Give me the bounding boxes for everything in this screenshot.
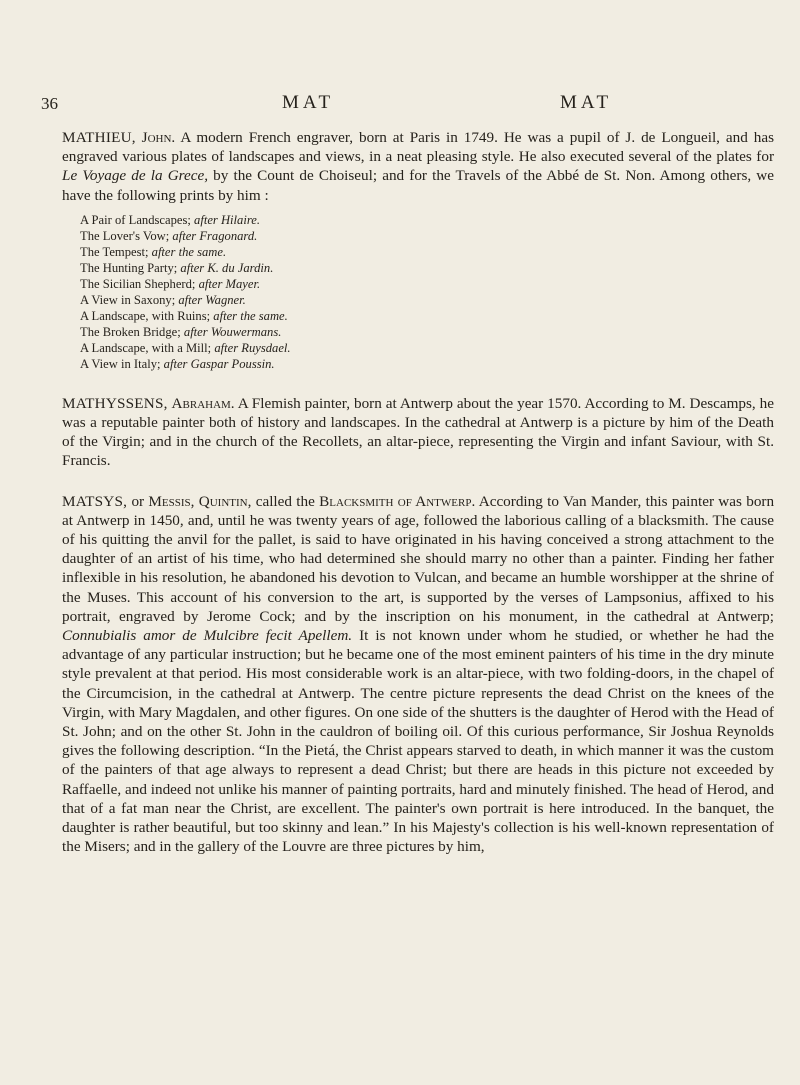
entry-surname: MATHYSSENS, [62, 394, 168, 412]
print-item [80, 308, 774, 324]
body-text [62, 128, 774, 856]
entry-text: According to Van Mander, this painter was born at Antwerp in 1450, and, until he was twenty years of age, followed the laborious calling of a blacksmith. The cause of his quitting the anvil for the pallet, is said to have originated in his having conceived a strong attachment to the daughter of an artist of his time, who had determined she should marry no other than a painter. Finding her father inflexible in his resolution, he abandoned his devotion to Vulcan, and became an humble worshipper at the shrine of the Muses. This account of his conversion to the art, is supported by the verses of Lampsonius, affixed to his portrait, engraved by Jerome Cock; and by the inscription on his monument, in the cathedral at Antwerp; [62, 492, 775, 625]
entry-text: A modern French engraver, born at Paris in 1749. He was a pupil of J. de Longueil, and has engraved various plates of landscapes and views, in a neat pleasing style. He also executed several of the plates for [62, 129, 774, 166]
entry-epithet: Blacksmith of Antwerp. [319, 492, 476, 510]
print-title: A Pair of Landscapes; [80, 212, 191, 227]
print-title: The Tempest; [80, 244, 149, 259]
entry-called: called the [255, 492, 315, 510]
print-item [80, 340, 774, 356]
page-number: 36 [41, 94, 58, 113]
print-after: after Ruysdael. [214, 340, 291, 355]
print-list [80, 212, 774, 372]
entry-surname: MATHIEU, [62, 129, 136, 146]
entry-forename: John. [141, 129, 176, 146]
print-item [80, 244, 774, 260]
print-after: after Gaspar Poussin. [163, 356, 275, 371]
running-header [0, 94, 800, 116]
print-item [80, 228, 774, 244]
print-title: The Hunting Party; [80, 260, 178, 275]
print-title: The Broken Bridge; [80, 324, 181, 339]
inscription: Connubialis amor de Mulcibre fecit Apellem. [62, 627, 353, 645]
print-title: A View in Saxony; [80, 292, 176, 307]
entry-text-continued: by the Count de Choiseul; and for the Travels of the Abbé de St. Non. Among others, we have the following prints by him : [62, 167, 774, 204]
right-running-head: MAT [560, 92, 613, 113]
entry-matsys [62, 492, 774, 857]
entry-text: A Flemish painter, born at Antwerp about the year 1570. According to M. Descamps, he was a reputable painter both of history and landscapes. In the cathedral at Antwerp is a picture by him of the Death of the Virgin; and in the church of the Recollets, an altar-piece, representing the Virgin and infant Saviour, with St. Francis. [62, 394, 774, 470]
print-title: A View in Italy; [80, 356, 161, 371]
print-item [80, 260, 774, 276]
print-after: after the same. [151, 244, 227, 259]
print-title: The Lover's Vow; [80, 228, 170, 243]
print-after: after Hilaire. [194, 212, 261, 227]
print-item [80, 276, 774, 292]
entry-mathyssens [62, 394, 774, 471]
print-item [80, 292, 774, 308]
book-title: Le Voyage de la Grece, [62, 167, 209, 185]
print-after: after Fragonard. [172, 228, 258, 243]
entry-alt-surname: Messis, [148, 492, 195, 510]
print-item [80, 356, 774, 372]
left-running-head: MAT [282, 92, 335, 113]
print-after: after Mayer. [198, 276, 261, 291]
print-after: after Wouwermans. [183, 324, 282, 339]
print-title: A Landscape, with a Mill; [80, 340, 212, 355]
entry-or: or [131, 492, 145, 510]
print-after: after the same. [213, 308, 288, 323]
entry-mathieu [62, 128, 774, 205]
entry-text-continued: It is not known under whom he studied, or whether he had the advantage of any particular instruction; but he became one of the most eminent painters of his time in the dry minute style prevalent at that period. His most considerable work is an altar-piece, with two folding-doors, in the chapel of the Circumcision, in the cathedral at Antwerp. The centre picture represents the dead Christ on the knees of the Virgin, with Mary Magdalen, and other figures. On one side of the shutters is the daughter of Herod with the Head of St. John; and on the other St. John in the cauldron of boiling oil. Of this curious performance, Sir Joshua Reynolds gives the following description. “In the Pietá, the Christ appears starved to death, in which manner it was the custom of the painters of that age always to represent a dead Christ; but there are heads in this picture not exceeded by Raffaelle, and indeed not unlike his manner of painting portraits, hard and minutely finished. The head of Herod, and that of a fat man near the Christ, are excellent. The painter's own portrait is here introduced. In the banquet, the daughter is rather beautiful, but too skinny and lean.” In his Majesty's collection is his well-known representation of the Misers; and in the gallery of the Louvre are three pictures by him, [62, 627, 774, 856]
print-after: after Wagner. [178, 292, 246, 307]
print-title: A Landscape, with Ruins; [80, 308, 211, 323]
print-after: after K. du Jardin. [180, 260, 274, 275]
print-item [80, 212, 774, 228]
print-item [80, 324, 774, 340]
entry-forename: Quintin, [198, 492, 252, 510]
entry-surname: MATSYS, [62, 492, 128, 510]
print-title: The Sicilian Shepherd; [80, 276, 196, 291]
entry-forename: Abraham. [171, 394, 235, 412]
